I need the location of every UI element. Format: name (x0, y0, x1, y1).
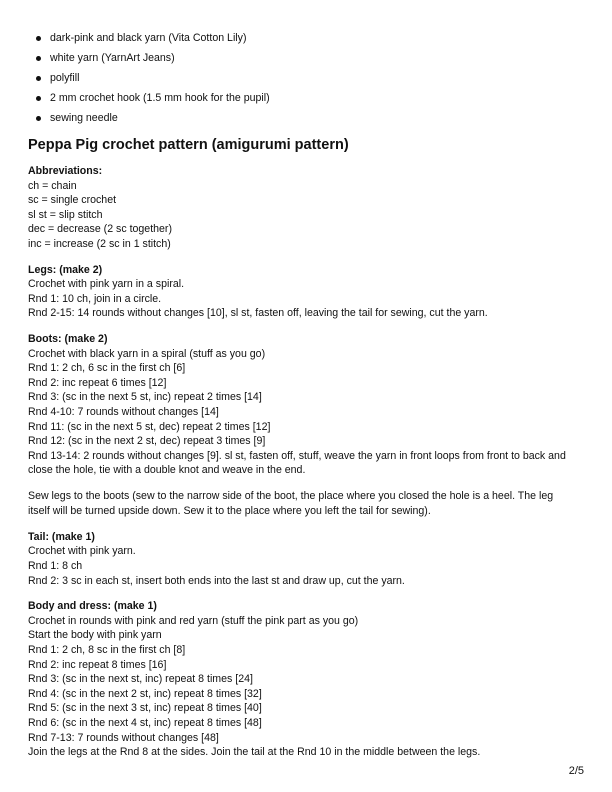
text-line: inc = increase (2 sc in 1 stitch) (28, 237, 171, 250)
body-section (28, 599, 583, 760)
section-heading: Body and dress: (make 1) (28, 600, 157, 613)
text-line: Crochet with black yarn in a spiral (stuff as you go) (28, 347, 266, 360)
pattern-content (28, 164, 583, 771)
text-line: Rnd 1: 2 ch, 8 sc in the first ch [8] (28, 644, 186, 657)
section-heading: Legs: (make 2) (28, 263, 103, 276)
text-line: Rnd 1: 10 ch, join in a circle. (28, 292, 162, 305)
section-heading: Boots: (make 2) (28, 332, 108, 345)
text-line: Rnd 2-15: 14 rounds without changes [10], sl st, fasten off, leaving the tail for sewing, cut the yarn. (28, 307, 488, 320)
bullet-icon (36, 36, 41, 41)
bullet-icon (36, 116, 41, 121)
list-item: polyfill (33, 68, 593, 88)
text-line: Rnd 2: inc repeat 6 times [12] (28, 376, 167, 389)
text-line: Rnd 1: 2 ch, 6 sc in the first ch [6] (28, 362, 186, 375)
text-line: dec = decrease (2 sc together) (28, 223, 172, 236)
text-line: Crochet in rounds with pink and red yarn (stuff the pink part as you go) (28, 614, 359, 627)
text-line: Rnd 4: (sc in the next 2 st, inc) repeat 8 times [32] (28, 687, 262, 700)
legs-section (28, 263, 583, 321)
text-line: close the hole, tie with a double knot and weave in the end. (28, 464, 306, 477)
text-line: Start the body with pink yarn (28, 629, 162, 642)
tail-section (28, 530, 583, 588)
text-line: Rnd 3: (sc in the next st, inc) repeat 8 times [24] (28, 673, 253, 686)
sew-note-paragraph (28, 489, 583, 519)
list-item: dark-pink and black yarn (Vita Cotton Lily) (33, 28, 593, 48)
text-line: Rnd 4-10: 7 rounds without changes [14] (28, 405, 219, 418)
page-title: Peppa Pig crochet pattern (amigurumi pattern) (28, 137, 349, 153)
bullet-icon (36, 96, 41, 101)
text-line: Rnd 2: inc repeat 8 times [16] (28, 658, 167, 671)
text-line: Rnd 5: (sc in the next 3 st, inc) repeat 8 times [40] (28, 702, 262, 715)
text-line: Rnd 3: (sc in the next 5 st, inc) repeat 2 times [14] (28, 391, 262, 404)
list-item: 2 mm crochet hook (1.5 mm hook for the pupil) (33, 88, 593, 108)
text-line: Rnd 1: 8 ch (28, 560, 83, 573)
page-number: 2/5 (568, 765, 584, 777)
text-line: itself will be turned upside down. Sew it to the place where you left the tail for sewing). (28, 504, 431, 517)
text-line: sl st = slip stitch (28, 208, 103, 221)
text-line: Crochet with pink yarn in a spiral. (28, 278, 185, 291)
text-line: Sew legs to the boots (sew to the narrow side of the boot, the place where you closed the hole is a heel. The leg (28, 489, 554, 502)
text-line: Rnd 6: (sc in the next 4 st, inc) repeat 8 times [48] (28, 717, 262, 729)
boots-section (28, 332, 583, 478)
text-line: Rnd 11: (sc in the next 5 st, dec) repeat 2 times [12] (28, 420, 271, 433)
text-line: sc = single crochet (28, 194, 117, 207)
bullet-icon (36, 56, 41, 61)
text-line: Rnd 7-13: 7 rounds without changes [48] (28, 731, 219, 744)
list-item: sewing needle (33, 108, 593, 128)
section-heading: Abbreviations: (28, 165, 103, 177)
list-item: white yarn (YarnArt Jeans) (33, 48, 593, 68)
text-line: Rnd 13-14: 2 rounds without changes [9]. sl st, fasten off, stuff, weave the yarn in front loops from front to back and (28, 449, 566, 462)
bullet-icon (36, 76, 41, 81)
materials-list (33, 28, 593, 128)
abbreviations-section (28, 164, 583, 252)
text-line: Rnd 12: (sc in the next 2 st, dec) repeat 3 times [9] (28, 435, 266, 448)
section-heading: Tail: (make 1) (28, 530, 95, 543)
text-line: Rnd 2: 3 sc in each st, insert both ends into the last st and draw up, cut the yarn. (28, 574, 405, 587)
text-line: Crochet with pink yarn. (28, 545, 136, 558)
text-line: ch = chain (28, 179, 77, 192)
text-line: Join the legs at the Rnd 8 at the sides. Join the tail at the Rnd 10 in the middle between the legs. (28, 746, 481, 759)
